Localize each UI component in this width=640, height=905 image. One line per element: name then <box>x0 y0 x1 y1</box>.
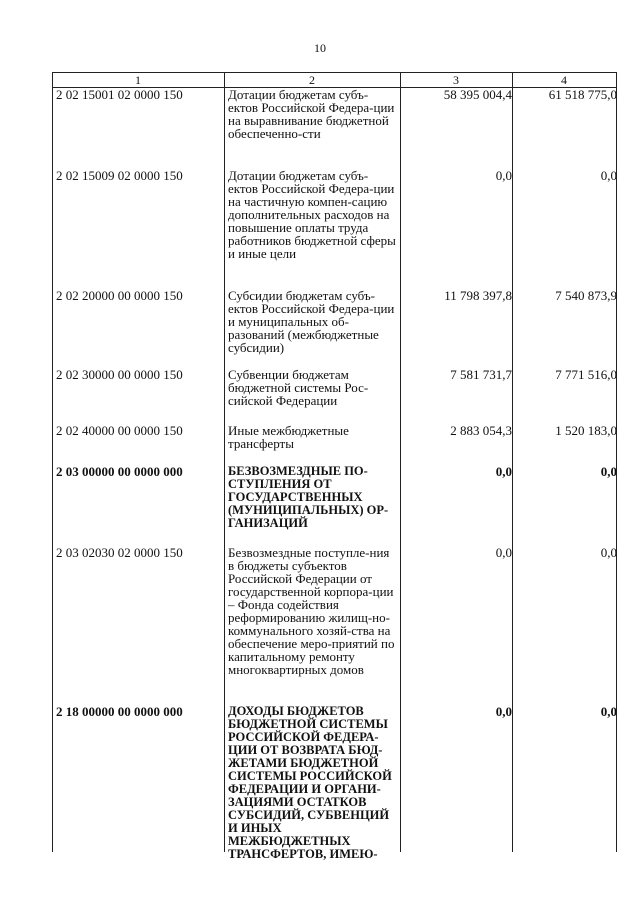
column-border <box>52 72 53 852</box>
row-value-col3: 7 581 731,7 <box>450 367 512 382</box>
column-header-4: 4 <box>561 73 567 87</box>
row-code: 2 02 40000 00 0000 150 <box>56 423 183 438</box>
row-value-col3: 58 395 004,4 <box>443 87 512 102</box>
row-value-col3: 0,0 <box>495 545 512 560</box>
row-value-col4: 1 520 183,0 <box>555 423 617 438</box>
row-value-col4: 61 518 775,0 <box>548 87 617 102</box>
row-code: 2 02 30000 00 0000 150 <box>56 367 183 382</box>
row-value-col4: 0,0 <box>600 168 617 183</box>
row-value-col4: 7 540 873,9 <box>555 288 617 303</box>
column-border <box>400 72 401 852</box>
row-name: ДОХОДЫ БЮДЖЕТОВ БЮДЖЕТНОЙ СИСТЕМЫ РОССИЙСКОЙ ФЕДЕРА-ЦИИ ОТ ВОЗВРАТА БЮД-ЖЕТАМИ БЮДЖЕТНОЙ СИСТЕМЫ РОССИЙСКОЙ ФЕДЕРАЦИИ И ОРГАНИ-ЗАЦИЯМИ ОСТАТКОВ СУБСИДИЙ, СУБВЕНЦИЙ И ИНЫХ МЕЖБЮДЖЕТНЫХ ТРАНСФЕРТОВ, ИМЕЮ- <box>228 704 392 861</box>
row-name: БЕЗВОЗМЕЗДНЫЕ ПО-СТУПЛЕНИЯ ОТ ГОСУДАРСТВЕННЫХ (МУНИЦИПАЛЬНЫХ) ОР-ГАНИЗАЦИЙ <box>228 464 389 530</box>
page-number: 10 <box>314 41 326 55</box>
row-value-col3: 11 798 397,8 <box>444 288 512 303</box>
row-name: Субсидии бюджетам субъ-ектов Российской Федера-ции и муниципальных об-разований (межбюджетные субсидии) <box>228 288 395 355</box>
row-name: Иные межбюджетные трансферты <box>228 423 349 451</box>
row-value-col3: 0,0 <box>495 704 512 719</box>
row-value-col3: 2 883 054,3 <box>450 423 512 438</box>
column-header-3: 3 <box>453 73 459 87</box>
row-value-col3: 0,0 <box>495 464 512 479</box>
row-value-col3: 0,0 <box>495 168 512 183</box>
row-name: Дотации бюджетам субъ-ектов Российской Федера-ции на выравнивание бюджетной обеспеченно-сти <box>228 87 395 141</box>
row-code: 2 03 00000 00 0000 000 <box>56 464 183 479</box>
column-border <box>616 72 617 852</box>
row-name: Дотации бюджетам субъ-ектов Российской Федера-ции на частичную компен-сацию дополнительных расходов на повышение оплаты труда работников бюджетной сферы и иные цели <box>228 168 396 261</box>
row-code: 2 02 20000 00 0000 150 <box>56 288 183 303</box>
column-border <box>224 72 225 852</box>
row-code: 2 18 00000 00 0000 000 <box>56 704 183 719</box>
column-border <box>512 72 513 852</box>
row-name: Безвозмездные поступле-ния в бюджеты субъектов Российской Федерации от государственной корпора-ции – Фонда содействия реформированию жилищ-но-коммунального хозяй-ства на обеспечение меро-приятий по капитальному ремонту многоквартирных домов <box>228 545 395 677</box>
row-value-col4: 7 771 516,0 <box>555 367 617 382</box>
row-value-col4: 0,0 <box>600 464 617 479</box>
row-value-col4: 0,0 <box>600 545 617 560</box>
column-header-2: 2 <box>309 73 315 87</box>
row-name: Субвенции бюджетам бюджетной системы Рос-сийской Федерации <box>228 367 369 408</box>
row-code: 2 03 02030 02 0000 150 <box>56 545 183 560</box>
column-header-1: 1 <box>135 73 141 87</box>
row-code: 2 02 15009 02 0000 150 <box>56 168 183 183</box>
row-value-col4: 0,0 <box>600 704 617 719</box>
row-code: 2 02 15001 02 0000 150 <box>56 87 183 102</box>
